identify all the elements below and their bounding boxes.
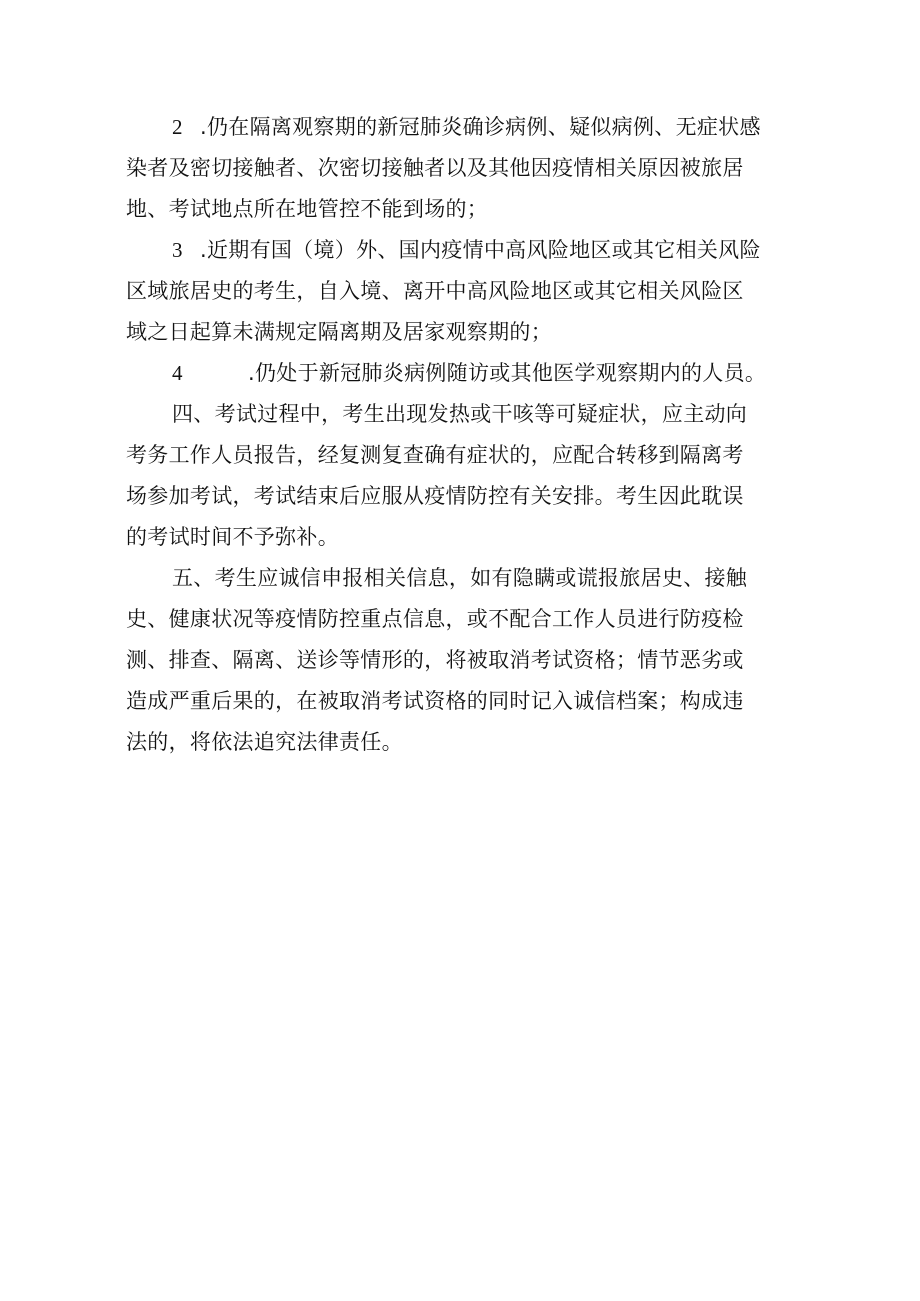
item-3-text-1: .近期有国（境）外、国内疫情中高风险地区或其它相关风险: [200, 238, 761, 262]
document-body: [126, 107, 816, 763]
item-4-paragraph: [126, 353, 816, 394]
item-2-line-3: 地、考试地点所在地管控不能到场的；: [126, 197, 489, 221]
section-4-line-3: 场参加考试，考试结束后应服从疫情防控有关安排。考生因此耽误: [126, 484, 744, 508]
section-4-line-1: 四、考试过程中，考生出现发热或干咳等可疑症状，应主动向: [172, 402, 748, 426]
section-5-line-1: 五、考生应诚信申报相关信息，如有隐瞒或谎报旅居史、接触: [172, 566, 748, 590]
section-5-line-4: 造成严重后果的，在被取消考试资格的同时记入诚信档案；构成违: [126, 689, 744, 713]
item-3-line-3: 域之日起算未满规定隔离期及居家观察期的；: [126, 320, 552, 344]
section-5-paragraph: [126, 558, 816, 763]
item-3-line-1: [126, 230, 816, 271]
section-4-paragraph: [126, 394, 816, 558]
item-4-line-1: [126, 353, 816, 394]
section-4-line-2: 考务工作人员报告，经复测复查确有症状的，应配合转移到隔离考: [126, 443, 744, 467]
section-5-line-3: 测、排查、隔离、送诊等情形的，将被取消考试资格；情节恶劣或: [126, 648, 744, 672]
item-4-number: 4: [172, 361, 183, 385]
item-4-text-1: .仍处于新冠肺炎病例随访或其他医学观察期内的人员。: [248, 361, 767, 385]
item-2-text-1: .仍在隔离观察期的新冠肺炎确诊病例、疑似病例、无症状感: [200, 115, 761, 139]
item-2-line-1: [126, 107, 816, 148]
section-5-line-5: 法的，将依法追究法律责任。: [126, 730, 403, 754]
section-4-line-4: 的考试时间不予弥补。: [126, 525, 339, 549]
item-3-paragraph: [126, 230, 816, 353]
item-2-number: 2: [172, 115, 183, 139]
item-2-line-2: 染者及密切接触者、次密切接触者以及其他因疫情相关原因被旅居: [126, 156, 744, 180]
item-3-line-2: 区域旅居史的考生，自入境、离开中高风险地区或其它相关风险区: [126, 279, 744, 303]
section-5-line-2: 史、健康状况等疫情防控重点信息，或不配合工作人员进行防疫检: [126, 607, 744, 631]
item-2-paragraph: [126, 107, 816, 230]
item-3-number: 3: [172, 238, 183, 262]
